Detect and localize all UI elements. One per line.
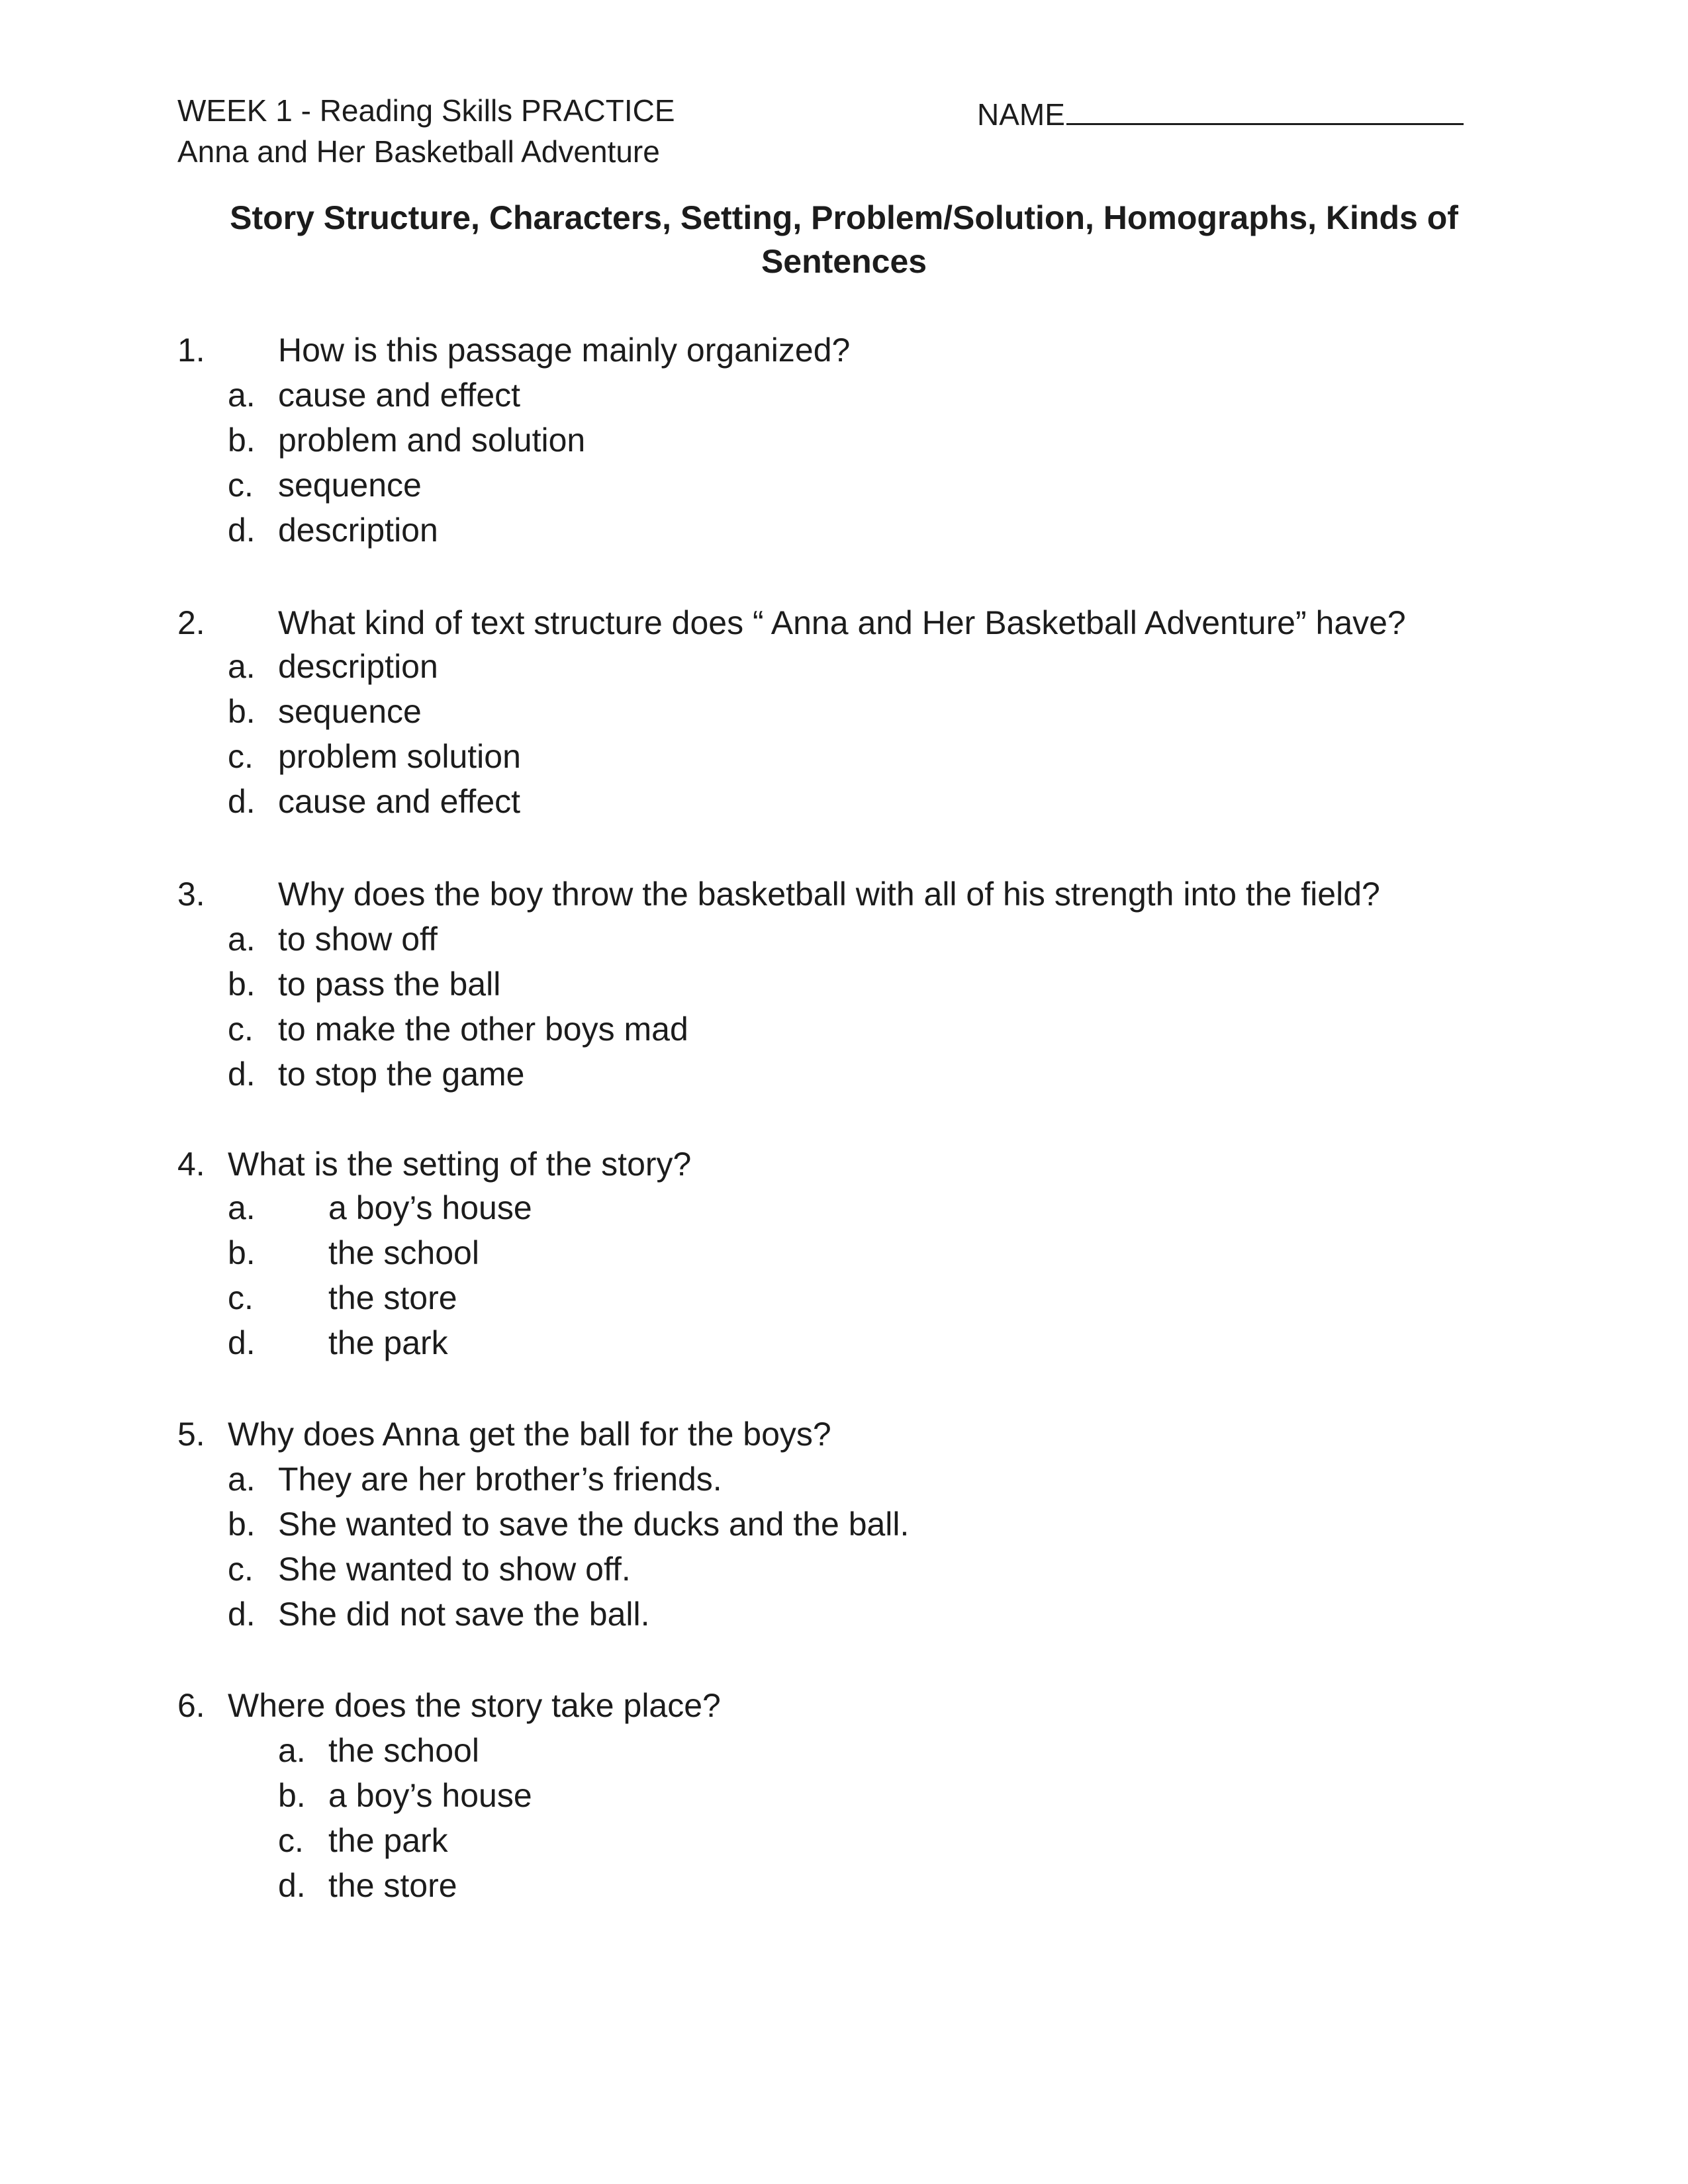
question-1 (177, 331, 850, 369)
option-text: sequence (278, 467, 422, 504)
question-text: What kind of text structure does “ Anna and Her Basketball Adventure” have? (278, 604, 1406, 641)
q5-option-a[interactable] (228, 1460, 722, 1498)
question-4 (177, 1145, 691, 1183)
option-letter: c. (278, 1822, 304, 1859)
option-text: the school (328, 1234, 479, 1271)
option-letter: a. (228, 921, 256, 958)
option-text: sequence (278, 693, 422, 730)
option-text: to show off (278, 921, 438, 958)
q1-option-d[interactable] (228, 511, 438, 549)
option-text: She wanted to show off. (278, 1551, 631, 1588)
option-text: to pass the ball (278, 966, 501, 1003)
q1-option-c[interactable] (228, 466, 422, 504)
option-letter: c. (228, 1279, 254, 1316)
option-text: She wanted to save the ducks and the ball. (278, 1506, 910, 1543)
option-text: a boy’s house (328, 1777, 532, 1814)
option-letter: a. (228, 1461, 256, 1498)
q6-option-d[interactable] (278, 1866, 457, 1905)
option-text: cause and effect (278, 377, 521, 414)
option-letter: a. (228, 648, 256, 685)
name-field[interactable] (977, 97, 1464, 132)
page-title (0, 196, 1688, 283)
option-letter: b. (228, 422, 256, 459)
page-title-line-1: Story Structure, Characters, Setting, Problem/Solution, Homographs, Kinds of (230, 199, 1458, 236)
q4-option-a[interactable] (228, 1189, 532, 1227)
question-number: 2. (177, 604, 205, 641)
q1-option-b[interactable] (228, 421, 585, 459)
question-number: 5. (177, 1416, 205, 1453)
question-3 (177, 875, 1380, 913)
option-text: the store (328, 1867, 457, 1904)
q6-option-c[interactable] (278, 1821, 448, 1860)
option-letter: d. (228, 512, 256, 549)
q5-option-d[interactable] (228, 1595, 650, 1633)
page-title-line-2: Sentences (761, 243, 927, 280)
question-text: Where does the story take place? (228, 1687, 721, 1724)
option-text: the store (328, 1279, 457, 1316)
option-letter: b. (228, 693, 256, 730)
q4-option-c[interactable] (228, 1279, 457, 1317)
q2-option-d[interactable] (228, 782, 520, 821)
q2-option-b[interactable] (228, 692, 422, 731)
option-letter: a. (278, 1732, 306, 1769)
story-title: Anna and Her Basketball Adventure (177, 134, 660, 169)
q2-option-a[interactable] (228, 647, 438, 686)
option-letter: c. (228, 467, 254, 504)
option-letter: a. (228, 377, 256, 414)
name-blank-line[interactable] (1066, 97, 1464, 125)
option-text: They are her brother’s friends. (278, 1461, 722, 1498)
option-text: the park (328, 1324, 448, 1361)
q5-option-c[interactable] (228, 1550, 631, 1588)
option-letter: a. (228, 1189, 256, 1226)
option-text: to make the other boys mad (278, 1011, 688, 1048)
question-number: 3. (177, 876, 205, 913)
option-text: the school (328, 1732, 479, 1769)
question-2 (177, 604, 1406, 642)
question-number: 4. (177, 1146, 205, 1183)
q3-option-c[interactable] (228, 1010, 688, 1048)
option-text: problem solution (278, 738, 521, 775)
question-text: What is the setting of the story? (228, 1146, 692, 1183)
name-label: NAME (977, 97, 1065, 132)
option-letter: d. (228, 1056, 256, 1093)
question-number: 1. (177, 332, 205, 369)
option-letter: d. (278, 1867, 306, 1904)
q1-option-a[interactable] (228, 376, 520, 414)
option-text: She did not save the ball. (278, 1596, 650, 1633)
q3-option-b[interactable] (228, 965, 500, 1003)
option-text: problem and solution (278, 422, 586, 459)
week-line: WEEK 1 - Reading Skills PRACTICE (177, 93, 675, 128)
q5-option-b[interactable] (228, 1505, 909, 1543)
option-text: description (278, 512, 438, 549)
q3-option-d[interactable] (228, 1055, 524, 1093)
q2-option-c[interactable] (228, 737, 521, 776)
option-letter: c. (228, 738, 254, 775)
question-number: 6. (177, 1687, 205, 1724)
question-text: How is this passage mainly organized? (278, 332, 851, 369)
question-text: Why does Anna get the ball for the boys? (228, 1416, 831, 1453)
question-text: Why does the boy throw the basketball with all of his strength into the field? (278, 876, 1380, 913)
option-text: to stop the game (278, 1056, 525, 1093)
q4-option-d[interactable] (228, 1324, 448, 1362)
question-6 (177, 1686, 721, 1725)
q4-option-b[interactable] (228, 1234, 479, 1272)
option-text: description (278, 648, 438, 685)
q6-option-a[interactable] (278, 1731, 479, 1770)
option-text: the park (328, 1822, 448, 1859)
q3-option-a[interactable] (228, 920, 438, 958)
option-letter: d. (228, 783, 256, 820)
option-letter: d. (228, 1596, 256, 1633)
question-5 (177, 1415, 831, 1453)
option-letter: b. (228, 1506, 256, 1543)
option-letter: d. (228, 1324, 256, 1361)
q6-option-b[interactable] (278, 1776, 532, 1815)
option-letter: c. (228, 1011, 254, 1048)
option-letter: b. (278, 1777, 306, 1814)
option-text: cause and effect (278, 783, 521, 820)
option-letter: b. (228, 1234, 256, 1271)
option-text: a boy’s house (328, 1189, 532, 1226)
option-letter: b. (228, 966, 256, 1003)
option-letter: c. (228, 1551, 254, 1588)
